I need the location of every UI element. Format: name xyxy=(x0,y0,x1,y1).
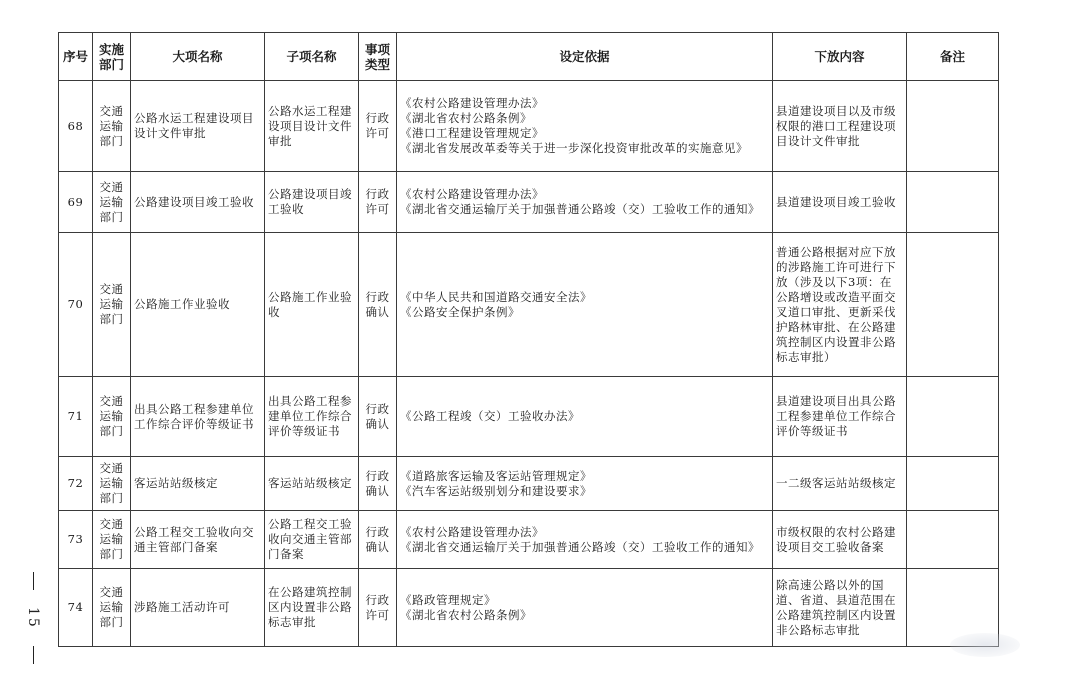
row-note xyxy=(907,172,999,233)
row-delegated-content: 县道建设项目以及市级权限的港口工程建设项目设计文件审批 xyxy=(773,81,907,172)
row-item-type: 行政确认 xyxy=(359,457,397,511)
basis-line: 《农村公路建设管理办法》 xyxy=(400,96,544,110)
row-basis xyxy=(397,511,773,569)
row-delegated-content: 县道建设项目竣工验收 xyxy=(773,172,907,233)
basis-line: 《湖北省农村公路条例》 xyxy=(400,111,532,125)
row-number: 73 xyxy=(59,511,93,569)
header-no: 序号 xyxy=(59,33,93,81)
row-note xyxy=(907,457,999,511)
row-item-name: 出具公路工程参建单位工作综合评价等级证书 xyxy=(131,377,265,457)
table-body xyxy=(59,81,999,647)
table-row xyxy=(59,511,999,569)
row-subitem-name: 在公路建筑控制区内设置非公路标志审批 xyxy=(265,569,359,647)
row-number: 74 xyxy=(59,569,93,647)
row-dept: 交通运输部门 xyxy=(93,172,131,233)
row-number: 68 xyxy=(59,81,93,172)
row-number: 71 xyxy=(59,377,93,457)
row-subitem-name: 出具公路工程参建单位工作综合评价等级证书 xyxy=(265,377,359,457)
row-item-type: 行政确认 xyxy=(359,377,397,457)
basis-line: 《港口工程建设管理规定》 xyxy=(400,126,544,140)
basis-line: 《公路安全保护条例》 xyxy=(400,304,520,319)
page-number-dash-bottom xyxy=(33,646,34,664)
row-item-type: 行政许可 xyxy=(359,569,397,647)
row-subitem-name: 公路建设项目竣工验收 xyxy=(265,172,359,233)
row-delegated-content: 一二级客运站站级核定 xyxy=(773,457,907,511)
row-dept: 交通运输部门 xyxy=(93,377,131,457)
basis-line: 《农村公路建设管理办法》 xyxy=(400,187,544,201)
row-item-name: 涉路施工活动许可 xyxy=(131,569,265,647)
table-row xyxy=(59,457,999,511)
table-row xyxy=(59,377,999,457)
row-item-type: 行政确认 xyxy=(359,233,397,377)
basis-line: 《湖北省交通运输厅关于加强普通公路竣（交）工验收工作的通知》 xyxy=(400,539,760,554)
row-item-type: 行政确认 xyxy=(359,511,397,569)
row-dept: 交通运输部门 xyxy=(93,569,131,647)
header-item: 大项名称 xyxy=(131,33,265,81)
basis-line: 《汽车客运站级别划分和建设要求》 xyxy=(400,483,592,498)
row-delegated-content: 县道建设项目出具公路工程参建单位工作综合评价等级证书 xyxy=(773,377,907,457)
row-note xyxy=(907,511,999,569)
delegation-table xyxy=(58,32,999,647)
row-dept: 交通运输部门 xyxy=(93,457,131,511)
basis-line: 《中华人民共和国道路交通安全法》 xyxy=(400,289,592,304)
row-dept: 交通运输部门 xyxy=(93,511,131,569)
row-basis xyxy=(397,233,773,377)
row-subitem-name: 公路水运工程建设项目设计文件审批 xyxy=(265,81,359,172)
page-number-text: 15 xyxy=(25,607,41,629)
row-number: 72 xyxy=(59,457,93,511)
row-basis xyxy=(397,81,773,172)
basis-line: 《湖北省农村公路条例》 xyxy=(400,607,532,622)
header-type: 事项类型 xyxy=(359,33,397,81)
basis-line: 《道路旅客运输及客运站管理规定》 xyxy=(400,468,592,483)
row-item-name: 客运站站级核定 xyxy=(131,457,265,511)
row-item-name: 公路工程交工验收向交通主管部门备案 xyxy=(131,511,265,569)
header-subitem: 子项名称 xyxy=(265,33,359,81)
row-basis xyxy=(397,377,773,457)
table-row xyxy=(59,233,999,377)
row-item-name: 公路水运工程建设项目设计文件审批 xyxy=(131,81,265,172)
row-basis xyxy=(397,457,773,511)
row-number: 70 xyxy=(59,233,93,377)
basis-line: 《湖北省交通运输厅关于加强普通公路竣（交）工验收工作的通知》 xyxy=(400,202,760,216)
row-dept: 交通运输部门 xyxy=(93,81,131,172)
table-row xyxy=(59,172,999,233)
row-delegated-content: 除高速公路以外的国道、省道、县道范围在公路建筑控制区内设置非公路标志审批 xyxy=(773,569,907,647)
page-number xyxy=(20,572,46,664)
header-dept: 实施部门 xyxy=(93,33,131,81)
row-delegated-content: 普通公路根据对应下放的涉路施工许可进行下放（涉及以下3项：在公路增设或改造平面交叉道口审批、更新采伐护路林审批、在公路建筑控制区内设置非公路标志审批） xyxy=(773,233,907,377)
row-subitem-name: 公路工程交工验收向交通主管部门备案 xyxy=(265,511,359,569)
row-delegated-content: 市级权限的农村公路建设项目交工验收备案 xyxy=(773,511,907,569)
basis-line: 《路政管理规定》 xyxy=(400,592,496,607)
header-delegated: 下放内容 xyxy=(773,33,907,81)
row-number: 69 xyxy=(59,172,93,233)
row-subitem-name: 客运站站级核定 xyxy=(265,457,359,511)
basis-line: 《农村公路建设管理办法》 xyxy=(400,524,544,539)
row-item-name: 公路施工作业验收 xyxy=(131,233,265,377)
row-note xyxy=(907,81,999,172)
row-basis xyxy=(397,569,773,647)
row-item-type: 行政许可 xyxy=(359,81,397,172)
table-row xyxy=(59,81,999,172)
header-basis: 设定依据 xyxy=(397,33,773,81)
watermark-logo xyxy=(950,633,1020,657)
row-item-type: 行政许可 xyxy=(359,172,397,233)
row-item-name: 公路建设项目竣工验收 xyxy=(131,172,265,233)
page-number-dash-top xyxy=(33,572,34,590)
table-header-row xyxy=(59,33,999,81)
row-dept: 交通运输部门 xyxy=(93,233,131,377)
row-note xyxy=(907,377,999,457)
row-basis xyxy=(397,172,773,233)
basis-line: 《湖北省发展改革委等关于进一步深化投资审批改革的实施意见》 xyxy=(400,141,748,155)
row-note xyxy=(907,233,999,377)
row-subitem-name: 公路施工作业验收 xyxy=(265,233,359,377)
basis-line: 《公路工程竣（交）工验收办法》 xyxy=(400,409,580,423)
header-note: 备注 xyxy=(907,33,999,81)
table-row xyxy=(59,569,999,647)
